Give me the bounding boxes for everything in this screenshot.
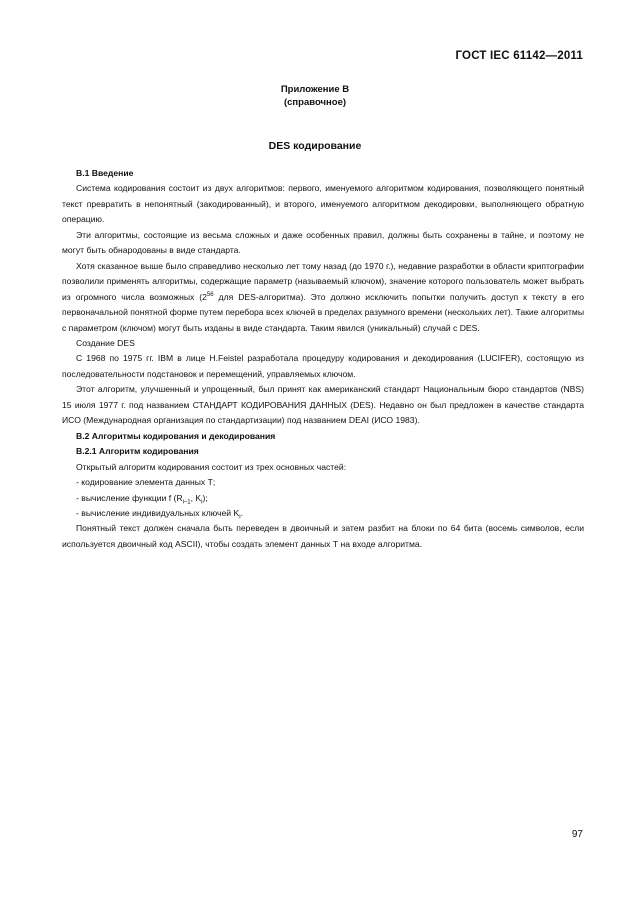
section-heading-b1: В.1 Введение	[76, 168, 134, 178]
subscript: i	[239, 514, 241, 521]
paragraph: Понятный текст должен сначала быть переведен в двоичный и затем разбит на блоки по 64 бита (восемь символов, если используется двоичный код ASCII), чтобы создать элемент данных Т на входе алгоритма.	[62, 523, 584, 549]
list-item-text: );	[202, 492, 208, 503]
list-item-text: - вычисление функции f (R	[76, 492, 183, 503]
document-body	[62, 166, 584, 552]
paragraph: С 1968 по 1975 гг. IBM в лице H.Feistel разработала процедуру кодирования и декодирования (LUCIFER), состоящую из последовательности подстановок и перемещений, управляемых ключом.	[62, 353, 584, 379]
list-item-text: .	[240, 507, 243, 518]
standard-header: ГОСТ IEC 61142—2011	[455, 50, 583, 62]
paragraph: Этот алгоритм, улучшенный и упрощенный, был принят как американский стандарт Национальным бюро стандартов (NBS) 15 июля 1977 г. под названием СТАНДАРТ КОДИРОВАНИЯ ДАННЫХ (DES). Недавно он был предложен в качестве стандарта ИСО (Международная организация по стандартизации) под названием DEAI (ИСО 1983).	[62, 384, 584, 426]
paragraph-text: Хотя сказанное выше было справедливо несколько лет тому назад (до 1970 г.), недавние разработки в области криптографии позволили применять алгоритмы, содержащие параметр (называемый ключом), значение которого пользователь может выбрать из огромного числа возможных (2	[62, 260, 584, 302]
list-item-text: - вычисление индивидуальных ключей K	[76, 507, 240, 518]
subscript: i–1	[182, 499, 191, 506]
exponent: 56	[206, 291, 214, 298]
subscript: i	[201, 499, 203, 506]
list-item: - кодирование элемента данных Т;	[76, 477, 216, 488]
page-number: 97	[571, 829, 583, 840]
section-heading-b21: В.2.1 Алгоритм кодирования	[76, 446, 199, 457]
document-title: DES кодирование	[268, 140, 362, 152]
paragraph: Создание DES	[76, 337, 135, 348]
paragraph	[62, 259, 584, 336]
list-item	[62, 491, 584, 506]
annex-title: Приложение В	[280, 84, 350, 95]
annex-subtitle: (справочное)	[283, 97, 347, 108]
section-heading-b2: В.2 Алгоритмы кодирования и декодирования	[76, 430, 276, 441]
list-item	[62, 506, 584, 521]
paragraph: Открытый алгоритм кодирования состоит из трех основных частей:	[76, 461, 347, 472]
paragraph: Система кодирования состоит из двух алгоритмов: первого, именуемого алгоритмом кодирования, позволяющего понятный текст превратить в непонятный (закодированный), и второго, именуемого алгоритмом декодировки, выполняющего обратную операцию.	[62, 183, 584, 225]
list-item-text: , K	[190, 492, 202, 503]
paragraph-text: для DES-алгоритма). Это должно исключить попытки получить доступ к тексту в его первоначальной понятной форме путем перебора всех ключей в пределах разумного времени (нескольких лет). Такие алгоритмы с параметром (ключом) могут быть изданы в виде стандарта. Таким явился (уникальный) случай с DES.	[62, 291, 584, 333]
paragraph: Эти алгоритмы, состоящие из весьма сложных и даже особенных правил, должны быть сохранены в тайне, и поэтому не могут быть обнародованы в виде стандарта.	[62, 229, 584, 256]
